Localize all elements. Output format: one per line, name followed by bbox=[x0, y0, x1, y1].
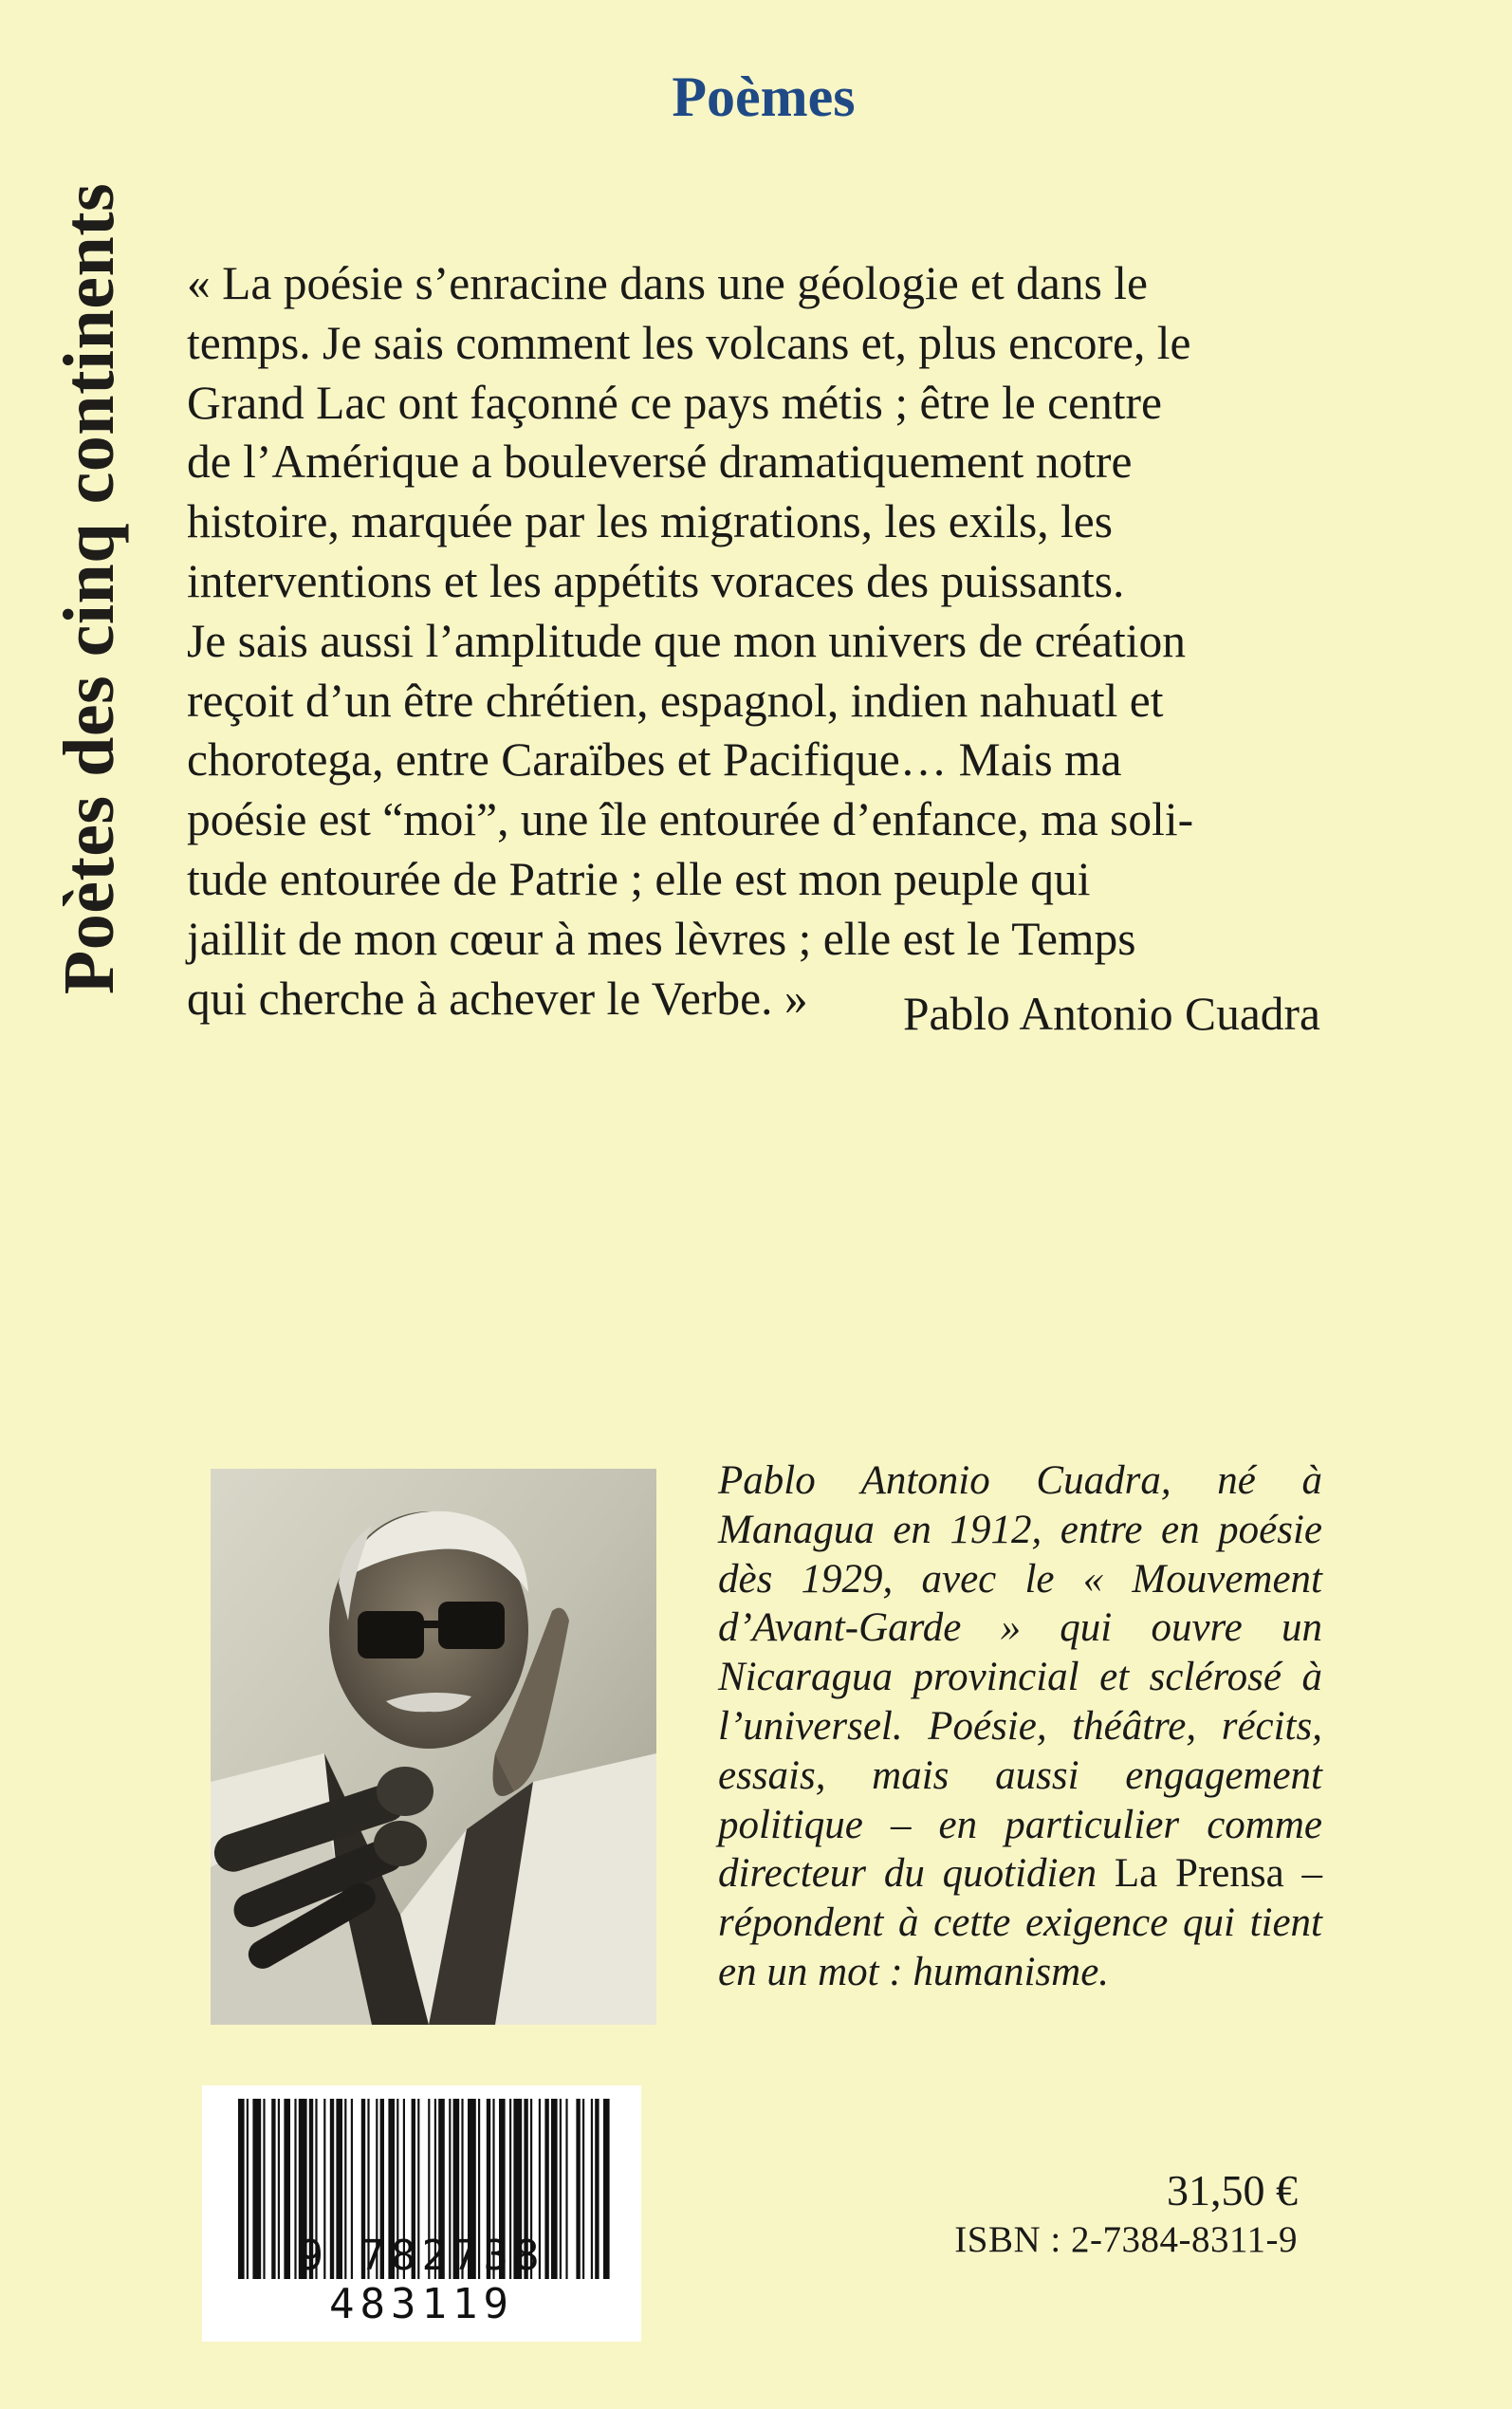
bio-text-part1: Pablo Antonio Cuadra, né à Managua en 1912, entre en poésie dès 1929, avec le « Mouvement d’Avant-Garde » qui ouvre un Nicaragua provincial et sclérosé à l’universel. Poésie, théâtre, récits, essais, mais aussi engagement politique – en particulier comme directeur du quotidien bbox=[718, 1458, 1322, 1897]
quote-line: Je sais aussi l’amplitude que mon univers de création bbox=[187, 614, 1186, 667]
quote-line: qui cherche à achever le Verbe. » bbox=[187, 972, 808, 1025]
author-biography bbox=[718, 1456, 1322, 1997]
quote-attribution: Pablo Antonio Cuadra bbox=[903, 988, 1320, 1040]
quote-line: tude entourée de Patrie ; elle est mon peuple qui bbox=[187, 852, 1091, 905]
bio-text-part2: répondent à cette exigence qui tient en un mot : humanisme. bbox=[718, 1900, 1322, 1994]
series-title-text: Poètes des cinq continents bbox=[49, 182, 130, 994]
author-portrait-illustration bbox=[211, 1469, 656, 2025]
quote-line: poésie est “moi”, une île entourée d’enfance, ma soli- bbox=[187, 793, 1194, 846]
quote-line: de l’Amérique a bouleversé dramatiquement notre bbox=[187, 435, 1133, 489]
quote-line: Grand Lac ont façonné ce pays métis ; être le centre bbox=[187, 376, 1162, 429]
isbn-barcode bbox=[202, 2085, 641, 2342]
quote-line: « La poésie s’enracine dans une géologie et dans le bbox=[187, 257, 1148, 309]
isbn-number: ISBN : 2-7384-8311-9 bbox=[954, 2219, 1298, 2260]
quote-line: jaillit de mon cœur à mes lèvres ; elle est le Temps bbox=[187, 912, 1136, 965]
author-quote bbox=[187, 254, 1320, 1028]
quote-line: interventions et les appétits voraces des puissants. bbox=[187, 554, 1125, 607]
author-photo bbox=[211, 1469, 656, 2025]
quote-line: temps. Je sais comment les volcans et, plus encore, le bbox=[187, 316, 1191, 369]
quote-line: reçoit d’un être chrétien, espagnol, indien nahuatl et bbox=[187, 674, 1164, 727]
price: 31,50 € bbox=[1167, 2166, 1298, 2214]
barcode-digits: 9 782738 483119 bbox=[298, 2232, 545, 2328]
book-title: Poèmes bbox=[672, 65, 856, 128]
series-title-vertical bbox=[38, 133, 142, 1044]
quote-line: chorotega, entre Caraïbes et Pacifique… Mais ma bbox=[187, 733, 1122, 787]
bio-newspaper-name: La Prensa – bbox=[1114, 1851, 1322, 1897]
quote-line: histoire, marquée par les migrations, les exils, les bbox=[187, 495, 1114, 548]
